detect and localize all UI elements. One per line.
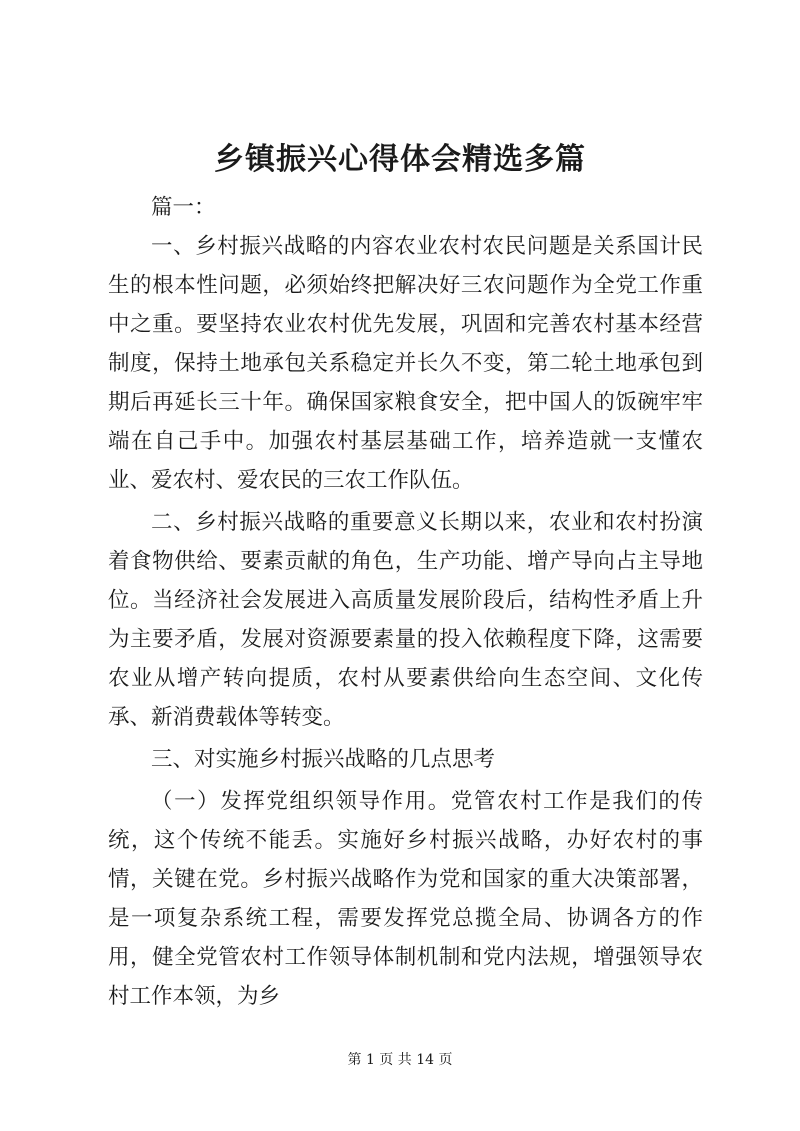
paragraph-3-heading: 三、对实施乡村振兴战略的几点思考: [151, 747, 496, 772]
section-label: 篇一：: [151, 195, 216, 220]
paragraph-4: （一）发挥党组织领导作用。党管农村工作是我们的传统，这个传统不能丢。实施好乡村振兴战略，办好农村的事情，关键在党。乡村振兴战略作为党和国家的重大决策部署，是一项复杂系统工程，需要发挥党总揽全局、协调各方的作用，健全党管农村工作领导体制机制和党内法规，增强领导农村工作本领，为乡: [108, 789, 703, 1009]
page-footer: 第 1 页 共 14 页: [347, 1052, 453, 1068]
paragraph-1: 一、乡村振兴战略的内容农业农村农民问题是关系国计民生的根本性问题，必须始终把解决好三农问题作为全党工作重中之重。要坚持农业农村优先发展，巩固和完善农村基本经营制度，保持土地承包关系稳定并长久不变，第二轮土地承包到期后再延长三十年。确保国家粮食安全，把中国人的饭碗牢牢端在自己手中。加强农村基层基础工作，培养造就一支懂农业、爱农村、爱农民的三农工作队伍。: [108, 234, 703, 493]
paragraph-2: 二、乡村振兴战略的重要意义长期以来，农业和农村扮演着食物供给、要素贡献的角色，生产功能、增产导向占主导地位。当经济社会发展进入高质量发展阶段后，结构性矛盾上升为主要矛盾，发展对资源要素量的投入依赖程度下降，这需要农业从增产转向提质，农村从要素供给向生态空间、文化传承、新消费载体等转变。: [108, 510, 703, 730]
document-title: 乡镇振兴心得体会精选多篇: [214, 142, 586, 177]
document-body: [108, 188, 703, 1016]
